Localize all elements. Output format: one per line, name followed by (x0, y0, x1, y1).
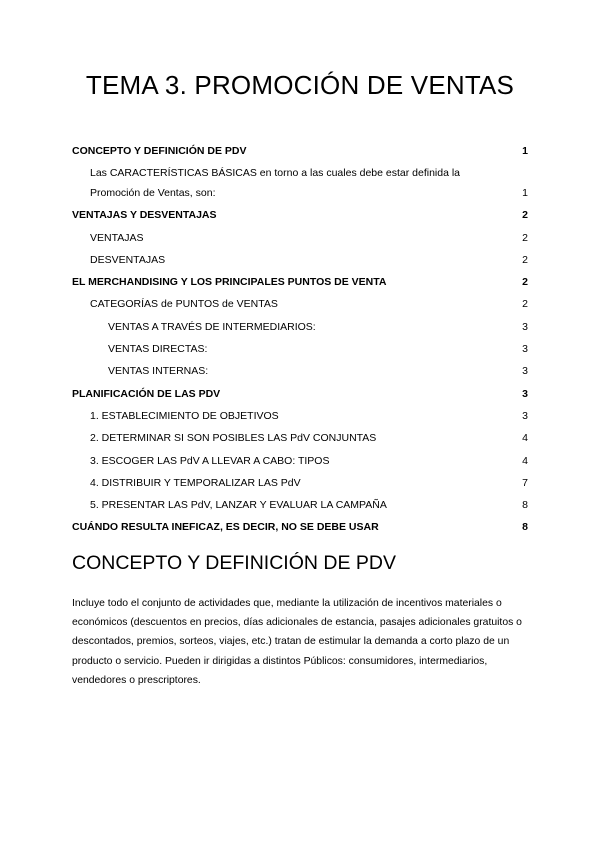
toc-entry[interactable] (72, 516, 528, 538)
toc-entry[interactable] (72, 494, 528, 516)
toc-entry[interactable] (72, 427, 528, 449)
toc-entry-page: 4 (522, 432, 528, 445)
toc-entry[interactable] (72, 249, 528, 271)
toc-entry-page: 3 (522, 365, 528, 378)
toc-entry-page: 3 (522, 343, 528, 356)
toc-entry-page: 2 (522, 298, 528, 311)
toc-entry-page: 1 (522, 187, 528, 200)
toc-entry[interactable] (72, 162, 528, 204)
toc-entry[interactable] (72, 204, 528, 226)
toc-entry-page: 8 (522, 521, 528, 534)
toc-entry[interactable] (72, 316, 528, 338)
toc-entry[interactable] (72, 360, 528, 382)
toc-entry[interactable] (72, 383, 528, 405)
toc-entry-page: 2 (522, 276, 528, 289)
toc-entry-text: CUÁNDO RESULTA INEFICAZ, ES DECIR, NO SE DEBE USAR (72, 521, 379, 534)
toc-entry-text: VENTAJAS (90, 231, 144, 244)
toc-entry-text: 1. ESTABLECIMIENTO DE OBJETIVOS (90, 409, 279, 422)
toc-entry-page: 8 (522, 499, 528, 512)
toc-entry[interactable] (72, 450, 528, 472)
toc-entry-text: DESVENTAJAS (90, 253, 166, 266)
toc-entry-text: 5. PRESENTAR LAS PdV, LANZAR Y EVALUAR LA CAMPAÑA (90, 499, 387, 512)
toc-entry-page: 2 (522, 209, 528, 222)
toc-entry-page: 3 (522, 409, 528, 422)
toc-entry-text: 4. DISTRIBUIR Y TEMPORALIZAR LAS PdV (90, 476, 301, 489)
toc-entry-page: 1 (522, 145, 528, 157)
page-title: TEMA 3. PROMOCIÓN DE VENTAS (85, 70, 515, 100)
toc-entry-page: 7 (522, 476, 528, 489)
toc-entry[interactable] (72, 140, 528, 162)
toc-entry-text: 2. DETERMINAR SI SON POSIBLES LAS PdV CONJUNTAS (90, 432, 377, 445)
toc-entry-text: EL MERCHANDISING Y LOS PRINCIPALES PUNTOS DE VENTA (72, 276, 387, 289)
toc-entry-page: 2 (522, 253, 528, 266)
section-heading: CONCEPTO Y DEFINICIÓN DE PDV (72, 552, 396, 574)
toc-entry-text: VENTAS INTERNAS: (108, 365, 209, 378)
toc-entry-text: 3. ESCOGER LAS PdV A LLEVAR A CABO: TIPOS (90, 454, 330, 467)
toc-entry[interactable] (72, 338, 528, 360)
toc-entry-text: VENTAS DIRECTAS: (108, 343, 208, 356)
toc-entry[interactable] (72, 472, 528, 494)
section-paragraph: Incluye todo el conjunto de actividades que, mediante la utilización de incentivos materiales o económicos (descuentos en precios, días adicionales de estancia, pasajes adicionales gratuitos o descontados, premios, sorteos, viajes, etc.) tratan de estimular la demanda a corto plazo de un producto o servicio. Pueden ir dirigidas a distintos Públicos: consumidores, intermediarios, vendedores o prescriptores. (72, 598, 522, 686)
toc-entry-page: 2 (522, 231, 528, 244)
toc-entry-text: PLANIFICACIÓN DE LAS PDV (72, 387, 221, 400)
table-of-contents (72, 140, 528, 539)
toc-entry[interactable] (72, 293, 528, 315)
toc-entry-text: Las CARACTERÍSTICAS BÁSICAS en torno a las cuales debe estar definida la Promoción de Ventas, son: (90, 167, 461, 200)
toc-entry-text: CATEGORÍAS de PUNTOS de VENTAS (90, 298, 278, 311)
toc-entry-text: VENTAS A TRAVÉS DE INTERMEDIARIOS: (108, 320, 316, 333)
toc-entry-page: 3 (522, 387, 528, 400)
toc-entry-page: 3 (522, 320, 528, 333)
toc-entry-text: VENTAJAS Y DESVENTAJAS (72, 209, 217, 222)
toc-entry[interactable] (72, 227, 528, 249)
toc-entry-text: CONCEPTO Y DEFINICIÓN DE PDV (72, 145, 247, 157)
toc-entry[interactable] (72, 405, 528, 427)
toc-entry-page: 4 (522, 454, 528, 467)
toc-entry[interactable] (72, 271, 528, 293)
